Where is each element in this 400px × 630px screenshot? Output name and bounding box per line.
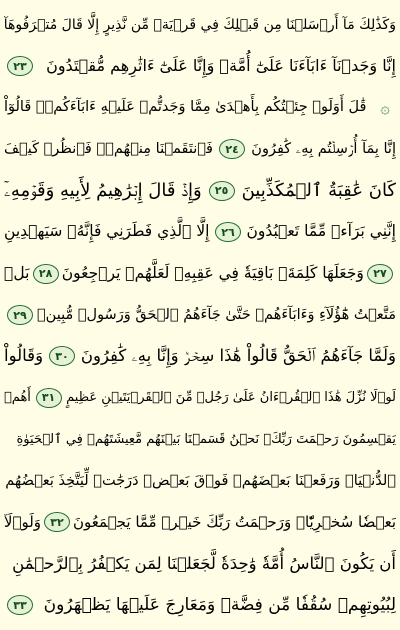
rub-el-hizb-icon: ۞	[380, 97, 390, 117]
verse-text: وَلَمَّا جَآءَهُمُ ٱلۡحَقُّ قَالُواْ هَٰذَا سِحۡرٞ وَإِنَّا بِهِۦ كَٰفِرُونَ	[80, 346, 396, 366]
verse-text: إِنَّا بِمَآ أُرۡسِلۡتُم بِهِۦ كَٰفِرُونَ	[251, 140, 396, 157]
ayah-number-marker: ٢٦	[215, 222, 241, 242]
verse-line	[4, 294, 396, 335]
verse-text: لَوۡلَا نُزِّلَ هَٰذَا ٱلۡقُرۡءَانُ عَلَىٰ رَجُلٖ مِّنَ ٱلۡقَرۡيَتَيۡنِ عَظِيمٍ	[66, 390, 396, 406]
verse-line	[4, 170, 396, 211]
ayah-number-marker: ٣١	[36, 388, 62, 408]
verse-line	[4, 336, 396, 377]
verse-line	[4, 377, 396, 418]
verse-line	[4, 128, 396, 169]
verse-line	[4, 460, 396, 501]
verse-line	[4, 585, 396, 626]
verse-text: وَجَعَلَهَا كَلِمَةَۢ بَاقِيَةٗ فِي عَقِبِهِۦ لَعَلَّهُمۡ يَرۡجِعُونَ	[61, 263, 364, 282]
verse-line	[4, 4, 396, 45]
verse-text: وَلَوۡلَآ	[4, 512, 42, 531]
verse-text: إِلَّا ٱلَّذِي فَطَرَنِي فَإِنَّهُۥ سَيَهۡدِينِ	[4, 222, 210, 241]
verse-text: وَقَالُواْ	[4, 346, 44, 366]
verse-text: مَتَّعۡتُ هَٰٓؤُلَآءِ وَءَابَآءَهُمۡ حَتَّىٰ جَآءَهُمُ ٱلۡحَقُّ وَرَسُولٞ مُّبِينٞ	[36, 306, 396, 323]
ayah-number-marker: ٢٨	[33, 264, 59, 284]
verse-text: بَلۡ	[4, 263, 30, 282]
verse-text: لِبُيُوتِهِمۡ سُقُفٗا مِّن فِضَّةٖ وَمَعَارِجَ عَلَيۡهَا يَظۡهَرُونَ	[43, 594, 396, 615]
verse-text: إِنَّا وَجَدۡنَآ ءَابَآءَنَا عَلَىٰٓ أُمَّةٖ وَإِنَّا عَلَىٰٓ ءَاثَٰرِهِم مُّقۡتَدُونَ	[46, 56, 396, 76]
ayah-number-marker: ٢٩	[7, 305, 33, 325]
verse-text: يَقۡسِمُونَ رَحۡمَتَ رَبِّكَۚ نَحۡنُ قَسَمۡنَا بَيۡنَهُم مَّعِيشَتَهُمۡ فِي ٱلۡحَيَوٰةِ	[16, 431, 396, 447]
ayah-number-marker: ٢٥	[209, 181, 235, 201]
verse-line	[4, 211, 396, 252]
verse-text: أَن يَكُونَ ٱلنَّاسُ أُمَّةٗ وَٰحِدَةٗ لَّجَعَلۡنَا لِمَن يَكۡفُرُ بِٱلرَّحۡمَٰنِ	[12, 553, 396, 573]
verse-lines	[4, 4, 396, 626]
ayah-number-marker: ٣٠	[49, 346, 75, 366]
verse-text: بَعۡضٗا سُخۡرِيّٗاۗ وَرَحۡمَتُ رَبِّكَ خَيۡرٞ مِّمَّا يَجۡمَعُونَ	[73, 512, 396, 531]
verse-text: فَٱنتَقَمۡنَا مِنۡهُمۡۖ فَٱنظُرۡ كَيۡفَ	[4, 140, 213, 157]
ayah-number-marker: ٢٤	[219, 139, 245, 159]
verse-line	[4, 87, 396, 128]
ayah-number-marker: ٢٧	[367, 264, 393, 284]
verse-line	[4, 253, 396, 294]
verse-text: إِنَّنِي بَرَآءٞ مِّمَّا تَعۡبُدُونَ	[246, 222, 396, 241]
ayah-number-marker: ٣٣	[7, 595, 33, 615]
verse-line	[4, 502, 396, 543]
verse-text: وَإِذۡ قَالَ إِبۡرَٰهِيمُ لِأَبِيهِ وَقَوۡمِهِۦٓ	[4, 179, 202, 201]
ayah-number-marker: ٣٢	[44, 512, 70, 532]
ayah-number-marker: ٢٣	[7, 56, 33, 76]
verse-line	[4, 543, 396, 584]
verse-text: قَٰلَ أَوَلَوۡ جِئۡتُكُم بِأَهۡدَىٰ مِمَّا وَجَدتُّمۡ عَلَيۡهِ ءَابَآءَكُمۡۖ قَالُوٓاْ	[4, 99, 367, 116]
verse-line	[4, 419, 396, 460]
verse-text: أَهُمۡ	[4, 390, 31, 406]
verse-text: ٱلدُّنۡيَاۚ وَرَفَعۡنَا بَعۡضَهُمۡ فَوۡقَ بَعۡضٖ دَرَجَٰتٖ لِّيَتَّخِذَ بَعۡضُهُم	[5, 472, 396, 489]
verse-line	[4, 45, 396, 86]
verse-text: وَكَذَٰلِكَ مَآ أَرۡسَلۡنَا مِن قَبۡلِكَ فِي قَرۡيَةٖ مِّن نَّذِيرٍ إِلَّا قَالَ مُتۡرَفُوهَآ	[4, 16, 396, 33]
verse-text: كَانَ عَٰقِبَةُ ٱلۡمُكَذِّبِينَ	[241, 179, 396, 201]
